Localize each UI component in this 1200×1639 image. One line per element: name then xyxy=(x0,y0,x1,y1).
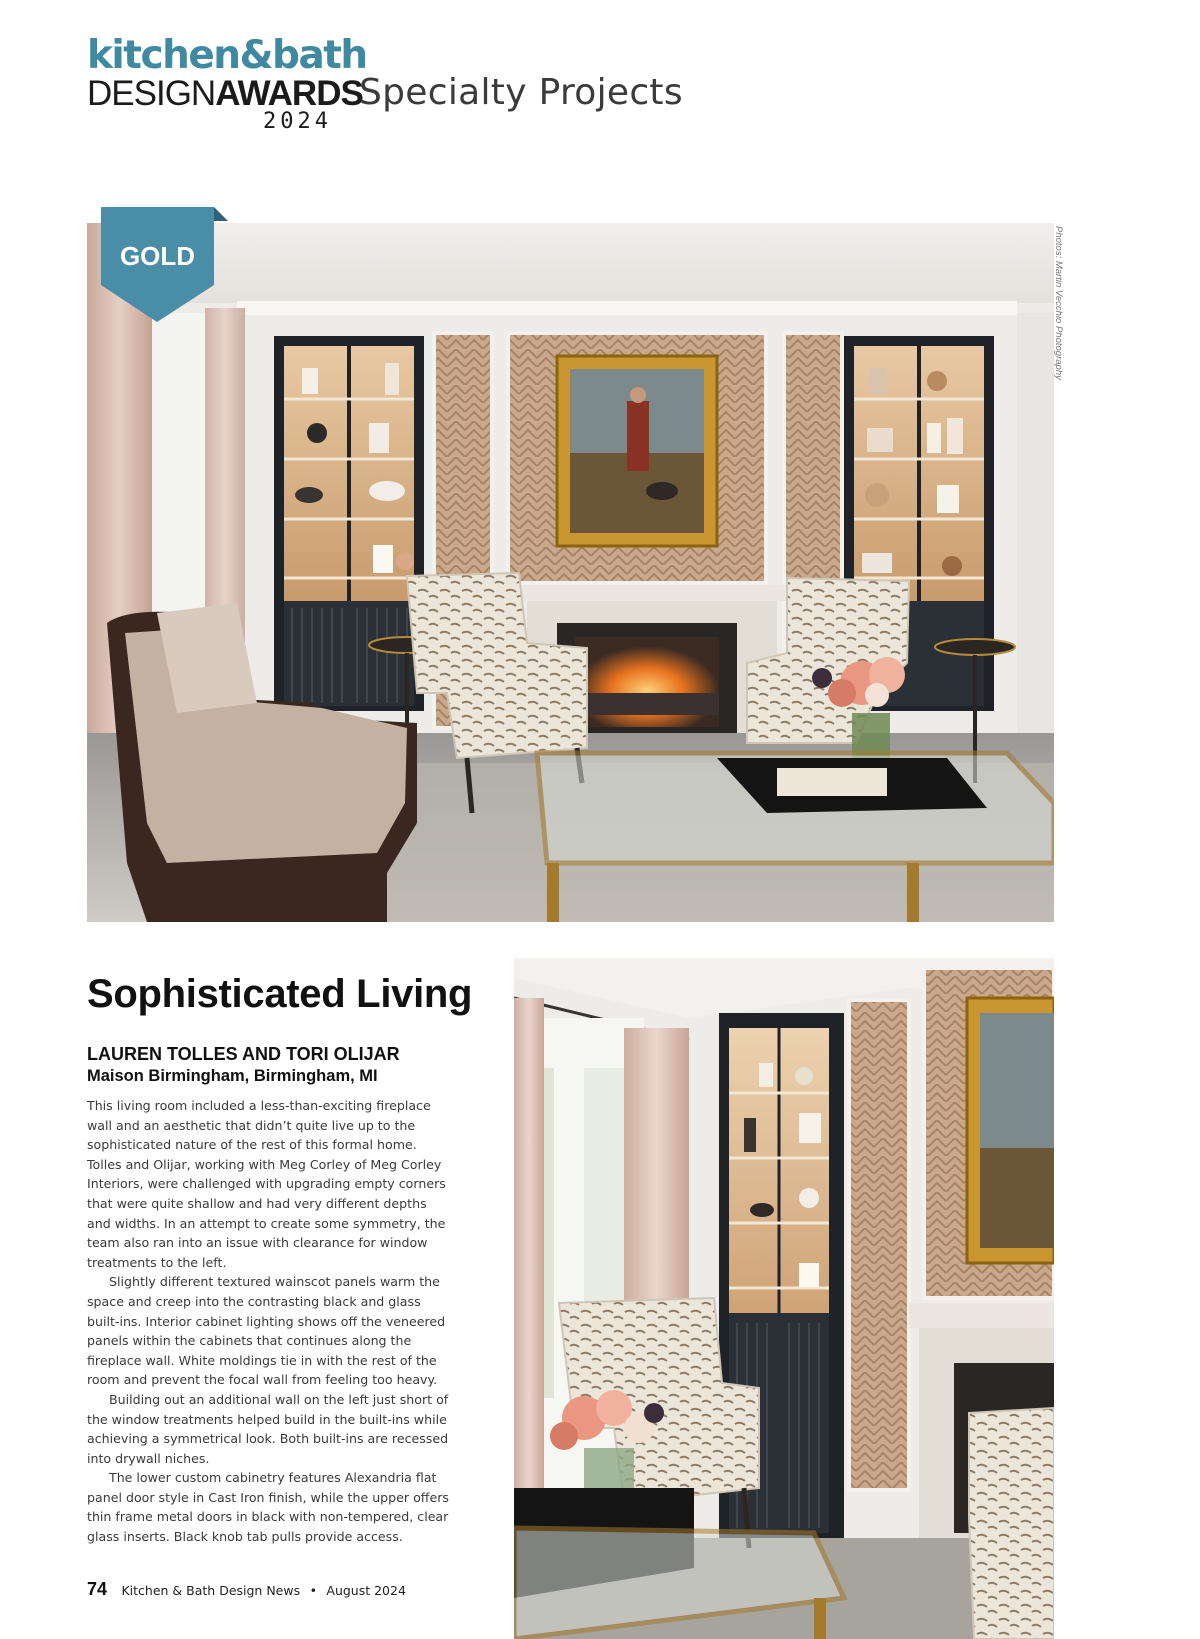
article-paragraph: The lower custom cabinetry features Alexandria flat panel door style in Cast Iron finish, while the upper offers thin frame metal doors in black with non-tempered, clear glass inserts. Black knob tab pulls provide access. xyxy=(87,1470,449,1545)
secondary-photo xyxy=(514,958,1054,1639)
gold-badge-label: GOLD xyxy=(119,241,196,271)
article-paragraph: Building out an additional wall on the left just short of the window treatments helped build in the built-ins while achieving a symmetrical look. Both built-ins are recessed into drywall niches. xyxy=(87,1391,449,1466)
page-number: 74 xyxy=(87,1579,108,1599)
logo-year: 2024 xyxy=(263,109,332,134)
logo-awards-text: AWARDS xyxy=(215,74,363,113)
article-body xyxy=(87,1096,449,1547)
logo-kitchen-bath: kitchen&bath xyxy=(87,33,367,78)
kbda-logo xyxy=(87,33,367,134)
photo-credit xyxy=(1052,226,1068,380)
section-title: Specialty Projects xyxy=(359,72,683,113)
logo-design-awards xyxy=(87,76,363,111)
footer-separator: • xyxy=(309,1583,317,1598)
hero-photo xyxy=(87,223,1054,922)
article-firm: Maison Birmingham, Birmingham, MI xyxy=(87,1067,378,1085)
article-paragraph: Slightly different textured wainscot panels warm the space and creep into the contrasting black and glass built-ins. Interior cabinet lighting shows off the veneered panels within the cabinets that continues along the fireplace wall. White moldings tie in with the rest of the room and prevent the focal wall from feeling too heavy. xyxy=(87,1274,446,1388)
article-authors: LAUREN TOLLES AND TORI OLIJAR xyxy=(87,1044,400,1064)
publication-name: Kitchen & Bath Design News xyxy=(121,1583,301,1598)
article-title: Sophisticated Living xyxy=(87,972,473,1016)
page-footer xyxy=(87,1579,406,1600)
logo-design-text: DESIGN xyxy=(87,74,216,113)
gold-badge xyxy=(101,207,228,322)
article-paragraph: This living room included a less-than-exciting fireplace wall and an aesthetic that didn’t quite live up to the sophisticated nature of the rest of this formal home. Tolles and Olijar, working with Meg Corley of Meg Corley Interiors, were challenged with upgrading empty corners that were quite shallow and had very different depths and widths. In an attempt to create some symmetry, the team also ran into an issue with clearance for window treatments to the left. xyxy=(87,1098,446,1270)
photo-credit-text: Photos: Martin Vecchio Photography xyxy=(1053,226,1064,380)
issue-date: August 2024 xyxy=(326,1583,406,1598)
